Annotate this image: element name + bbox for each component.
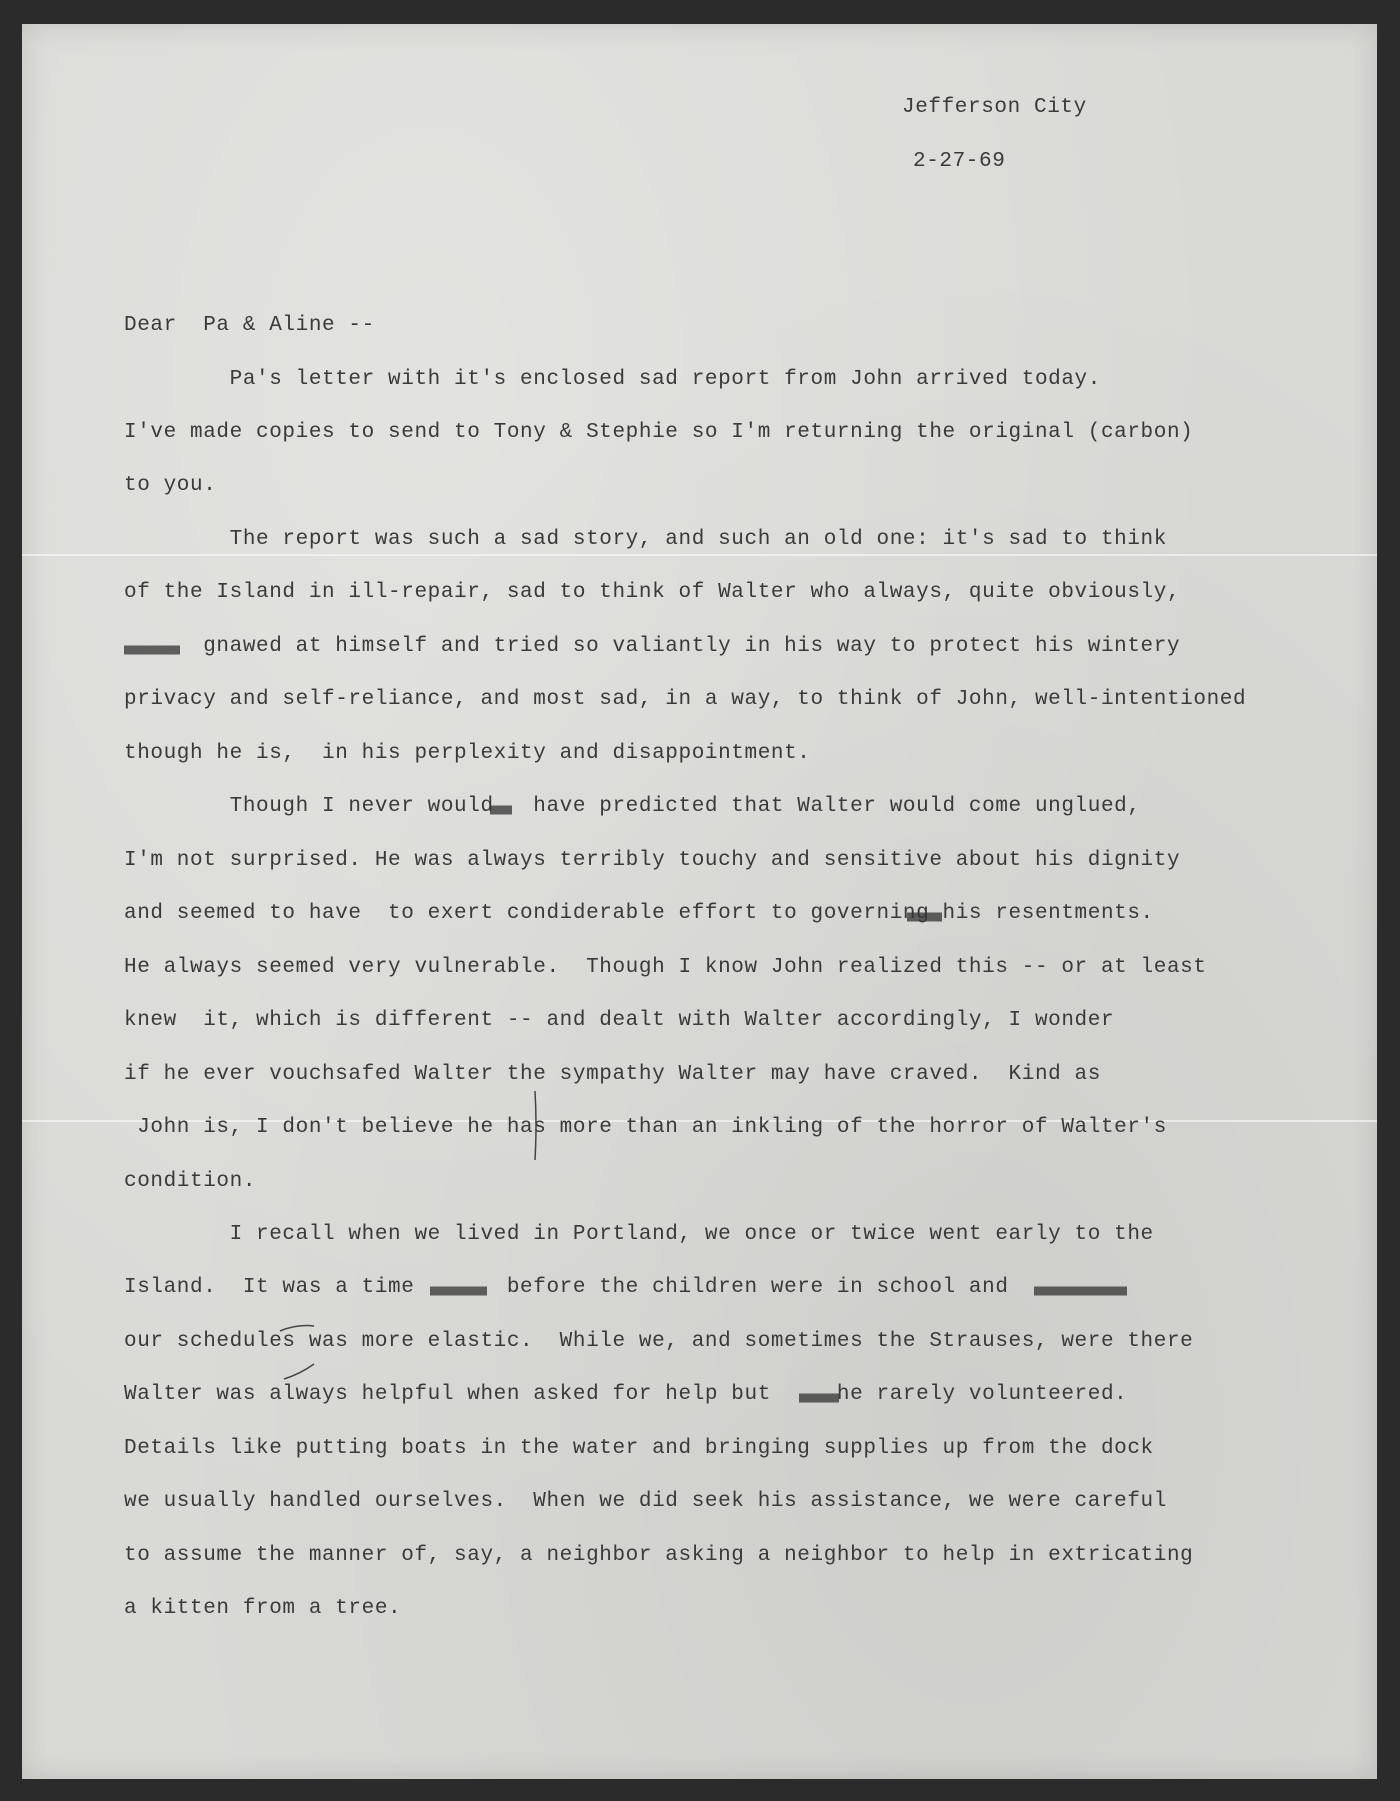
- body-line: The report was such a sad story, and such an old one: it's sad to think: [124, 528, 1167, 551]
- body-line: Walter was always helpful when asked for help but he rarely volunteered.: [124, 1383, 1128, 1406]
- body-line: I've made copies to send to Tony & Stephie so I'm returning the original (carbon): [124, 421, 1194, 444]
- salutation: Dear Pa & Aline --: [124, 314, 375, 337]
- place-heading: Jefferson City: [902, 96, 1087, 119]
- body-line: of the Island in ill-repair, sad to think of Walter who always, quite obviously,: [124, 581, 1181, 604]
- body-line: our schedules was more elastic. While we, and sometimes the Strauses, were there: [124, 1330, 1194, 1353]
- body-line: He always seemed very vulnerable. Though I know John realized this -- or at least: [124, 956, 1207, 979]
- body-line: gnawed at himself and tried so valiantly in his way to protect his wintery: [124, 635, 1181, 658]
- body-line: Pa's letter with it's enclosed sad report from John arrived today.: [124, 368, 1101, 391]
- body-line: Island. It was a time before the children were in school and: [124, 1276, 1009, 1299]
- body-line: Though I never would have predicted that Walter would come unglued,: [124, 795, 1141, 818]
- body-line: John is, I don't believe he has more than an inkling of the horror of Walter's: [124, 1116, 1167, 1139]
- letter-page: [22, 24, 1377, 1779]
- body-line: to you.: [124, 474, 217, 497]
- body-line: a kitten from a tree.: [124, 1597, 402, 1620]
- body-line: we usually handled ourselves. When we did seek his assistance, we were careful: [124, 1490, 1167, 1513]
- body-line: though he is, in his perplexity and disappointment.: [124, 742, 811, 765]
- body-line: privacy and self-reliance, and most sad, in a way, to think of John, well-intentioned: [124, 688, 1247, 711]
- body-line: Details like putting boats in the water and bringing supplies up from the dock: [124, 1437, 1154, 1460]
- body-line: condition.: [124, 1170, 257, 1193]
- date-heading: 2-27-69: [913, 150, 1006, 173]
- body-line: I'm not surprised. He was always terribly touchy and sensitive about his dignity: [124, 849, 1181, 872]
- body-line: and seemed to have to exert condiderable effort to governing his resentments.: [124, 902, 1154, 925]
- paper-fold: [22, 554, 1377, 556]
- body-line: to assume the manner of, say, a neighbor asking a neighbor to help in extricating: [124, 1544, 1194, 1567]
- pen-mark: [284, 1364, 314, 1379]
- body-line: knew it, which is different -- and dealt with Walter accordingly, I wonder: [124, 1009, 1115, 1032]
- body-line: I recall when we lived in Portland, we once or twice went early to the: [124, 1223, 1154, 1246]
- body-line: if he ever vouchsafed Walter the sympathy Walter may have craved. Kind as: [124, 1063, 1101, 1086]
